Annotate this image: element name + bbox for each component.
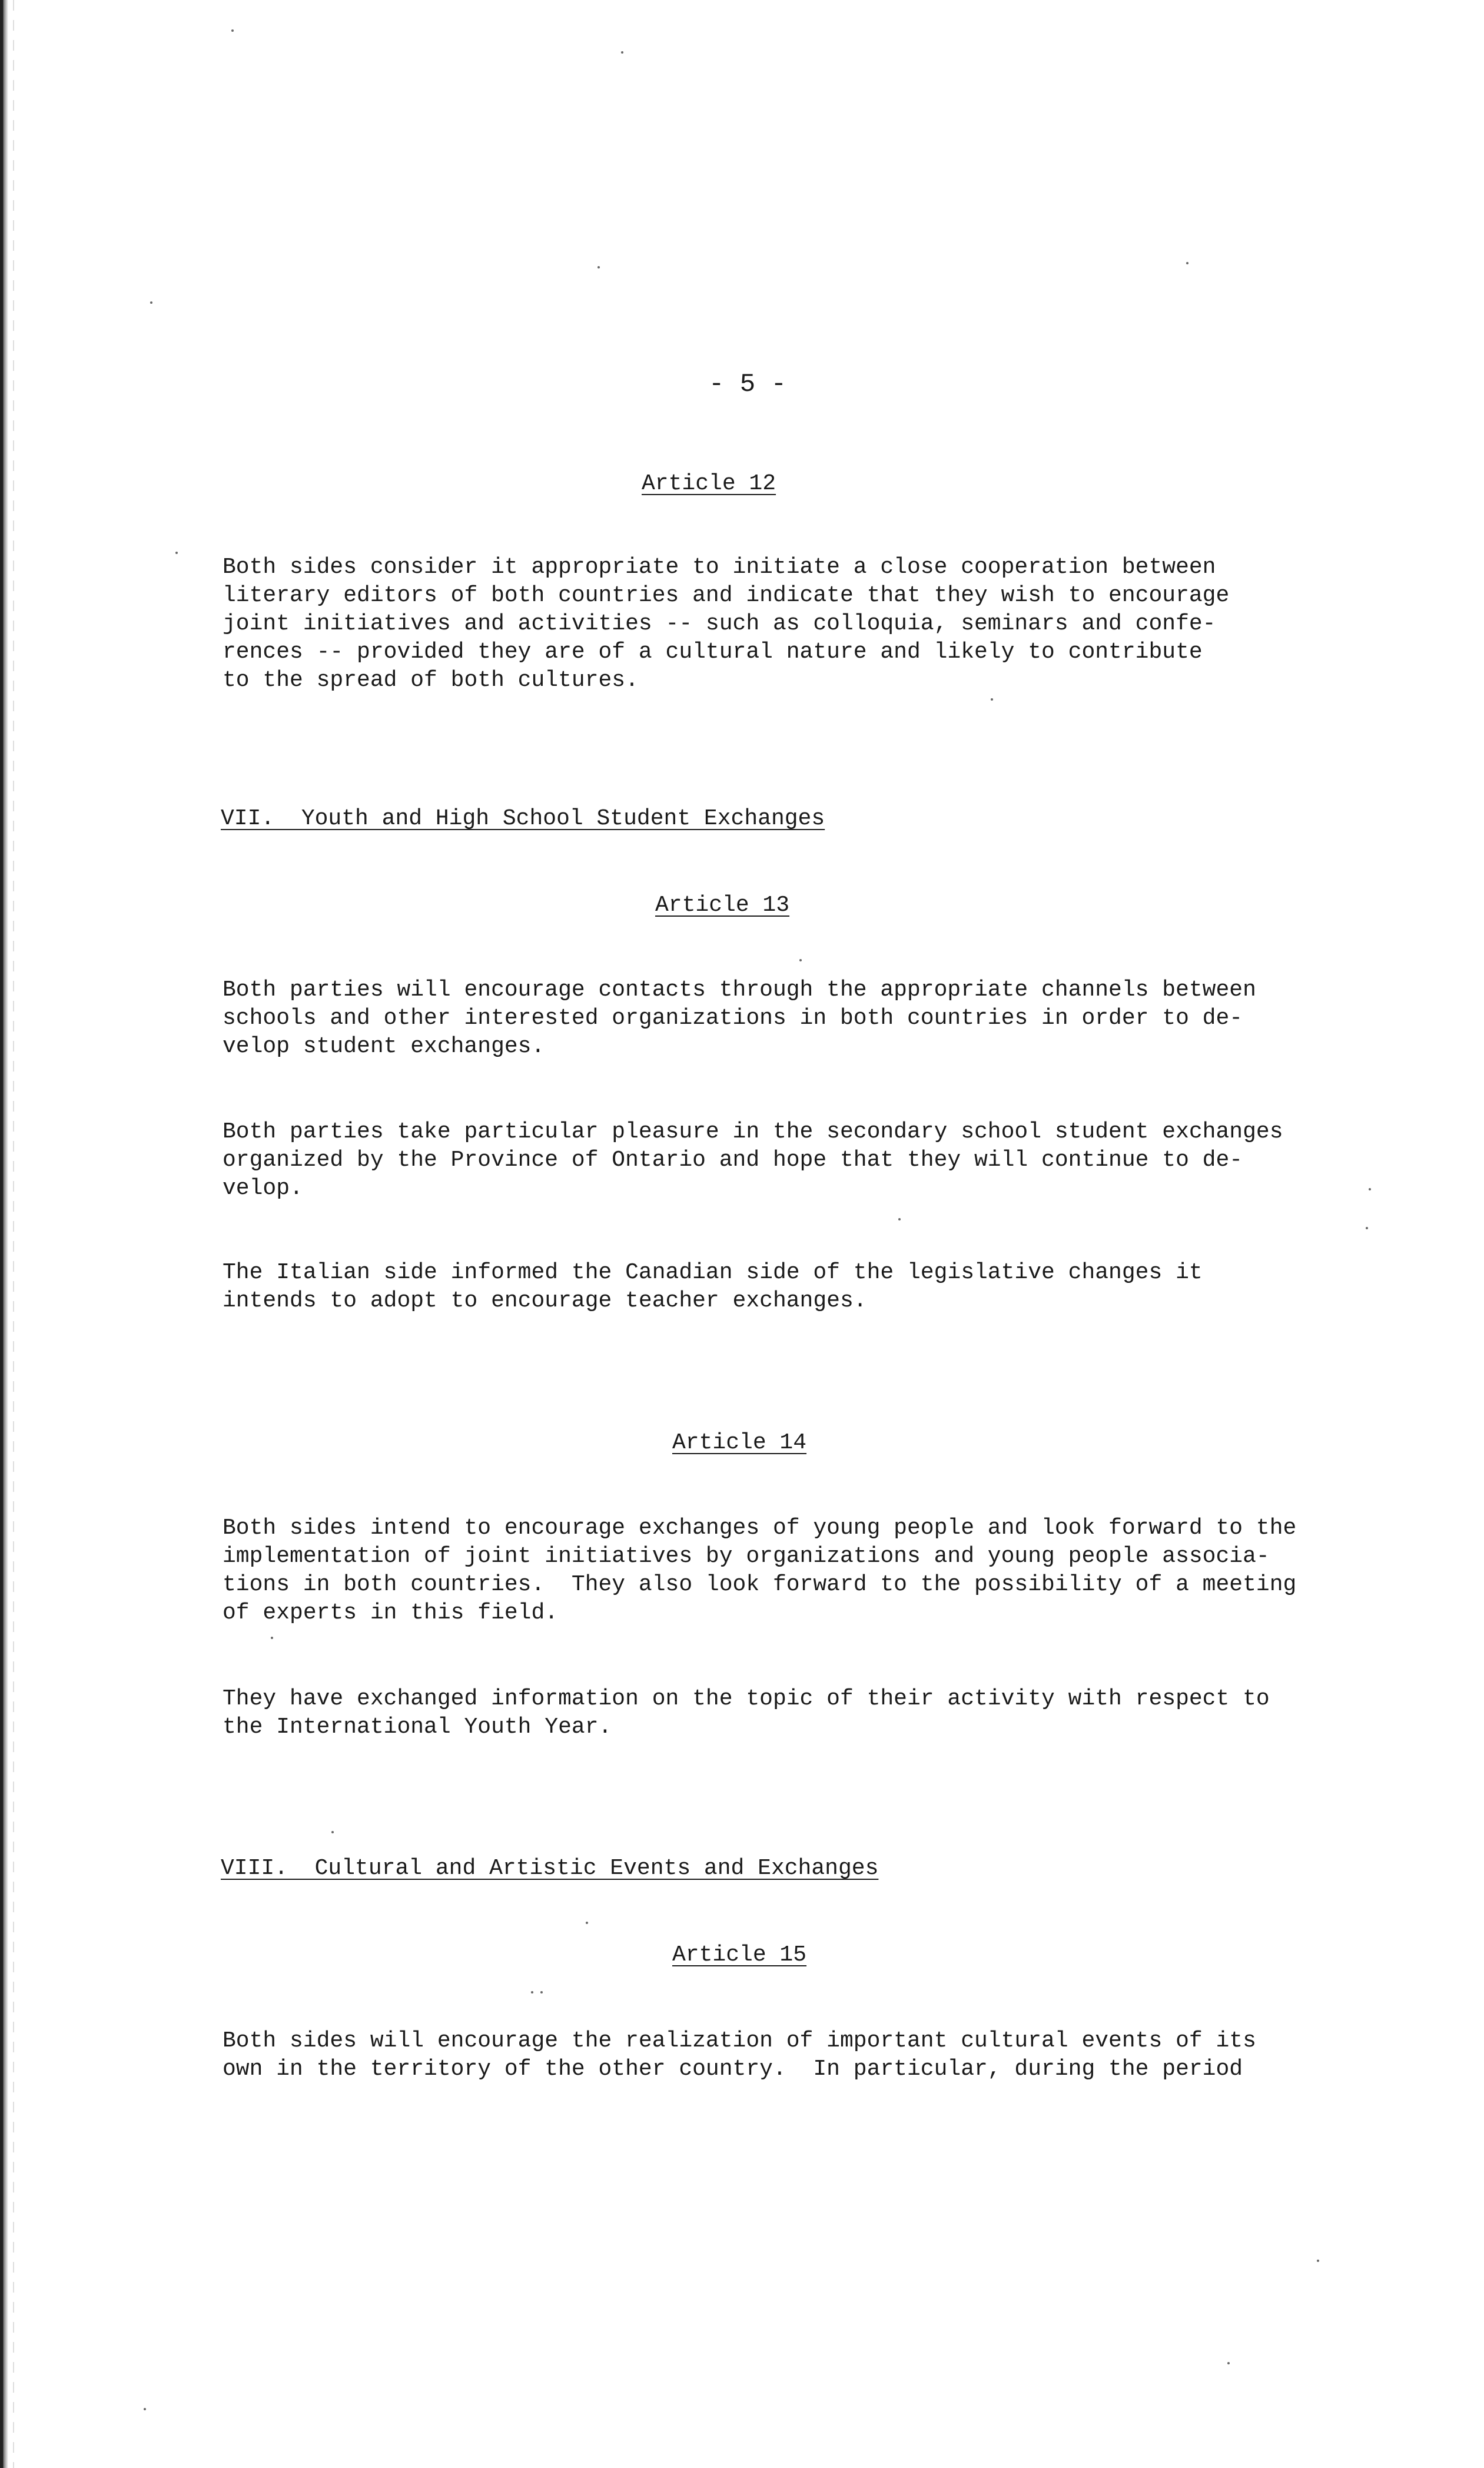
scan-speck [1366,1227,1368,1229]
scan-speck [1186,262,1188,264]
scan-speck [597,266,600,268]
article-14-heading: Article 14 [672,1430,807,1455]
article-14-paragraph-2: They have exchanged information on the topic of their activity with respect to the International Youth Year. [223,1686,1270,1740]
scan-speck [175,552,178,554]
article-13-heading: Article 13 [655,893,790,918]
scan-speck [1369,1188,1371,1190]
article-12-heading: Article 12 [642,471,776,496]
article-13-paragraph-2: Both parties take particular pleasure in the secondary school student exchanges organized by the Province of Ontario and hope that they will continue to de- velop. [223,1119,1283,1201]
scan-speck [144,2408,146,2410]
scan-speck [799,959,802,961]
page-binding-edge [0,0,8,2468]
article-14-paragraph-1: Both sides intend to encourage exchanges of young people and look forward to the implementation of joint initiatives by organizations and young people associa- tions in both countries. They also look forward to the possibility of a meeting of experts in this field. [223,1515,1297,1626]
article-12-paragraph-1: Both sides consider it appropriate to initiate a close cooperation between literary editors of both countries and indicate that they wish to encourage joint initiatives and activities -- such as colloquia, seminars and confe- rences -- provided they are of a cultural nature and likely to contribute to the spread of both cultures. [223,555,1230,693]
scan-speck [331,1831,334,1833]
scan-speck [150,301,152,304]
page-binding-shadow [13,0,14,2468]
scan-speck [540,1991,543,1993]
page-number: - 5 - [708,370,787,399]
scan-speck [1227,2362,1230,2364]
article-15-heading: Article 15 [672,1942,807,1968]
scan-speck [1317,2260,1319,2262]
section-viii-heading: VIII. Cultural and Artistic Events and Exchanges [221,1856,879,1881]
section-vii-heading: VII. Youth and High School Student Exchanges [221,806,825,831]
scan-speck [271,1637,273,1639]
scan-speck [621,51,623,54]
article-13-paragraph-1: Both parties will encourage contacts through the appropriate channels between schools and other interested organizations in both countries in order to de- velop student exchanges. [223,977,1256,1059]
scan-speck [898,1218,901,1220]
article-15-paragraph-1: Both sides will encourage the realization of important cultural events of its own in the territory of the other country. In particular, during the period [223,2028,1256,2082]
scan-speck [991,698,993,701]
scan-speck [586,1922,588,1924]
article-13-paragraph-3: The Italian side informed the Canadian side of the legislative changes it intends to adopt to encourage teacher exchanges. [223,1260,1203,1313]
scan-speck [531,1991,533,1993]
scan-speck [231,29,234,32]
